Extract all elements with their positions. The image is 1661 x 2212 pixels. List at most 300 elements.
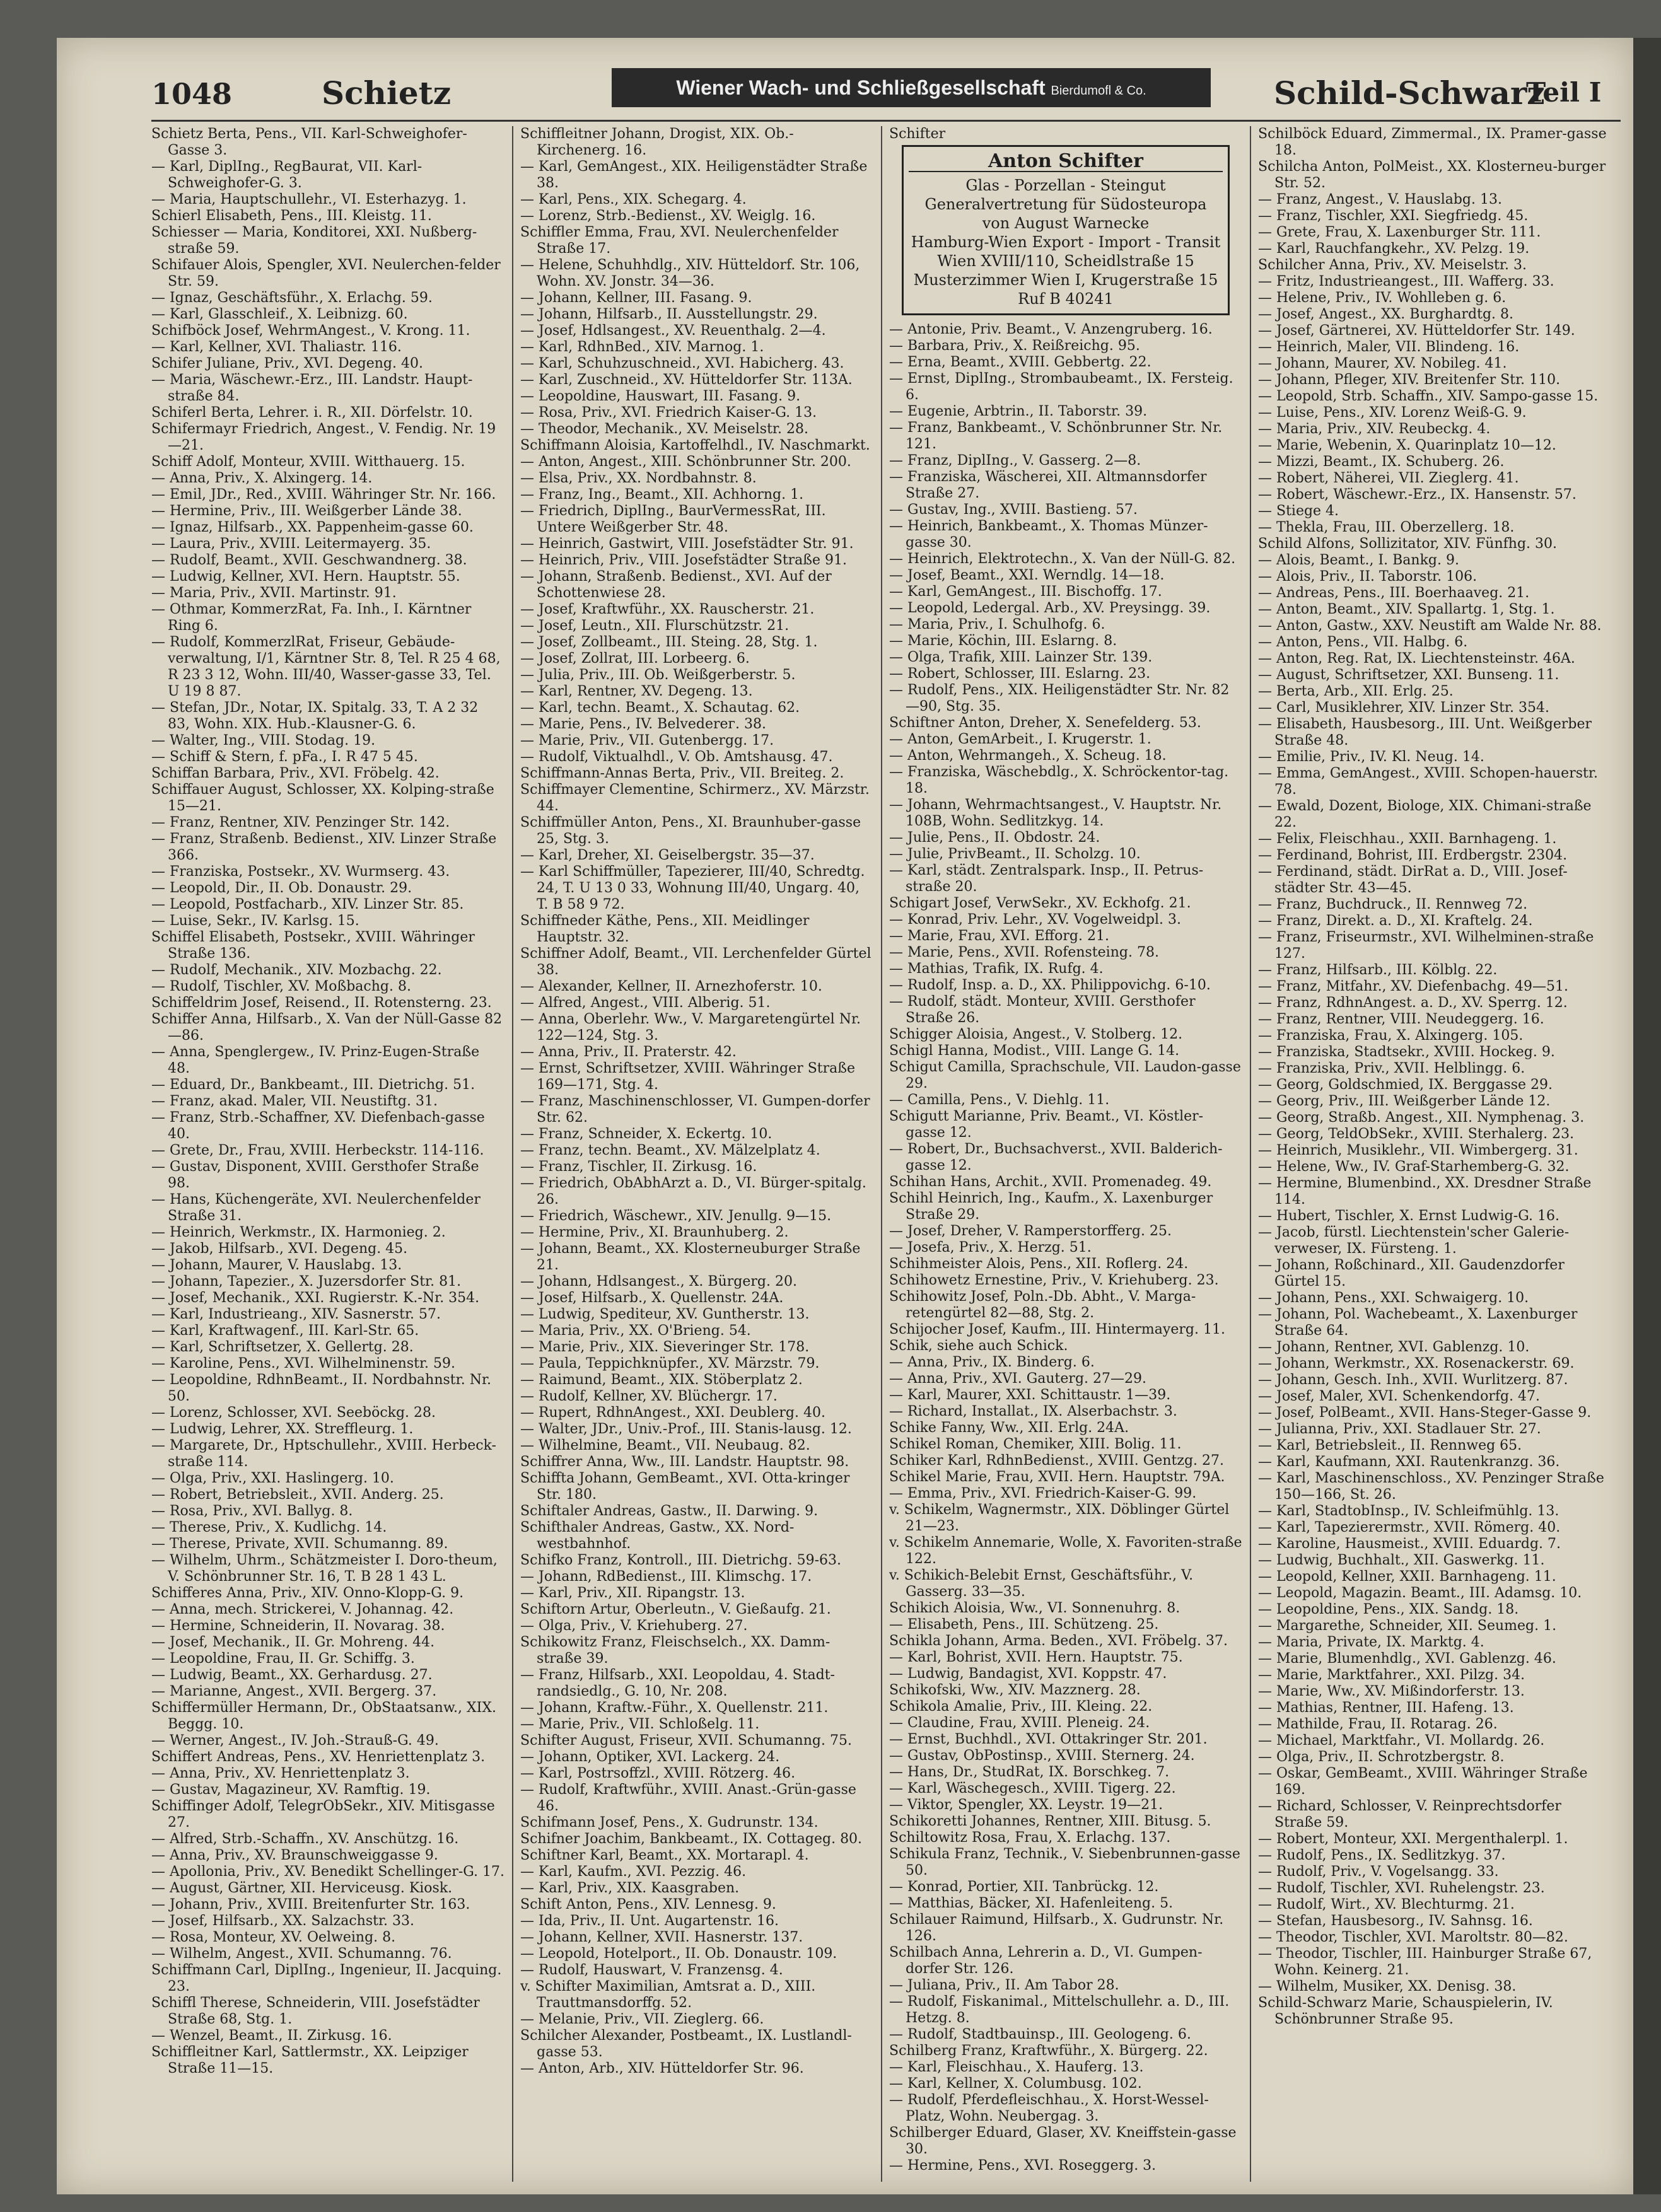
directory-entry: — Marie, Pens., XVII. Rofensteing. 78. (889, 945, 1159, 960)
directory-entry: — Wilhelm, Angest., XVII. Schumanng. 76. (151, 1946, 452, 1962)
directory-entry: Schiff Adolf, Monteur, XVIII. Witthauerg. 15. (151, 454, 465, 470)
directory-entry: — Ernst, Schriftsetzer, XVIII. Währinger Straße 169—171, Stg. 4. (520, 1061, 855, 1093)
directory-entry: — Karl, Schuhzuschneid., XVI. Habicherg. 43. (520, 356, 844, 371)
directory-entry: — Margarete, Dr., Hptschullehr., XVIII. Herbeck-straße 114. (151, 1438, 496, 1470)
directory-entry: — Karl, Schriftsetzer, X. Gellertg. 28. (151, 1339, 414, 1355)
box-title: Anton Schifter (909, 152, 1223, 172)
directory-entry: — Ludwig, Beamt., XX. Gerhardusg. 27. (151, 1667, 433, 1683)
directory-entry: — Laura, Priv., XVIII. Leitermayerg. 35. (151, 536, 431, 552)
directory-entry: — Karl, Maschinenschloss., XV. Penzinger Straße 150—166, St. 26. (1258, 1470, 1604, 1503)
directory-entry: — Heinrich, Musiklehr., VII. Wimbergerg. 31. (1258, 1143, 1578, 1158)
box-line: Ruf B 40241 (1018, 290, 1114, 308)
directory-entry: — Karl, Industrieang., XIV. Sasnerstr. 57. (151, 1307, 441, 1322)
directory-entry: — Theodor, Tischler, III. Hainburger Straße 67, Wohn. Keinerg. 21. (1258, 1946, 1592, 1978)
directory-entry: — Marie, Webenin, X. Quarinplatz 10—12. (1258, 438, 1556, 453)
directory-entry: — Heinrich, Maler, VII. Blindeng. 16. (1258, 339, 1520, 355)
directory-entry: — Johann, Werkmstr., XX. Rosenackerstr. 69. (1258, 1356, 1575, 1371)
directory-entry: Schihowitz Josef, Poln.-Db. Abht., V. Marga-retengürtel 82—88, Stg. 2. (889, 1289, 1196, 1321)
directory-entry: — Emilie, Priv., IV. Kl. Neug. 14. (1258, 749, 1484, 765)
directory-entry: Schiftaler Andreas, Gastw., II. Darwing. 9. (520, 1503, 819, 1519)
directory-entry: — Franziska, Postsekr., XV. Wurmserg. 43. (151, 864, 450, 880)
directory-entry: — Therese, Priv., X. Kudlichg. 14. (151, 1520, 387, 1535)
directory-entry: — Karl, Dreher, XI. Geiselbergstr. 35—37. (520, 847, 815, 863)
directory-entry: — Alfred, Strb.-Schaffn., XV. Anschützg. 16. (151, 1831, 459, 1847)
directory-entry: — Erna, Beamt., XVIII. Gebbertg. 22. (889, 354, 1151, 370)
directory-entry: — Leopold, Postfacharb., XIV. Linzer Str. 85. (151, 897, 464, 912)
directory-entry: — Josef, Zollbeamt., III. Steing. 28, Stg. 1. (520, 634, 818, 650)
directory-entry: v. Schikelm, Wagnermstr., XIX. Döblinger Gürtel 21—23. (889, 1502, 1230, 1534)
directory-entry: — Franz, Tischler, II. Zirkusg. 16. (520, 1159, 757, 1175)
directory-entry: — Heinrich, Gastwirt, VIII. Josefstädter Str. 91. (520, 536, 854, 552)
directory-entry: — Georg, TeldObSekr., XVIII. Sterhalerg. 23. (1258, 1126, 1575, 1142)
directory-entry: — Franz, RdhnAngest. a. D., XV. Sperrg. 12. (1258, 995, 1568, 1011)
directory-entry: — Gustav, ObPostinsp., XVIII. Sternerg. 24. (889, 1748, 1195, 1764)
directory-entry: — Rudolf, Stadtbauinsp., III. Geologeng. 6. (889, 2027, 1191, 2042)
directory-entry: — Karl, Rentner, XV. Degeng. 13. (520, 684, 753, 699)
directory-entry: — Leopold, Ledergal. Arb., XV. Preysingg. 39. (889, 600, 1211, 616)
directory-entry: — Anna, mech. Strickerei, V. Johannag. 42. (151, 1602, 454, 1617)
directory-entry: — Rudolf, Priv., V. Vogelsangg. 33. (1258, 1864, 1499, 1880)
directory-entry: — Gustav, Magazineur, XV. Ramftig. 19. (151, 1782, 431, 1798)
directory-entry: Schikel Roman, Chemiker, XIII. Bolig. 11. (889, 1436, 1182, 1452)
directory-entry: — Josef, Hilfsarb., XX. Salzachstr. 33. (151, 1913, 415, 1929)
directory-entry: — Johann, Kellner, III. Fasang. 9. (520, 290, 752, 306)
directory-entry: — Leopoldine, Hauswart, III. Fasang. 9. (520, 388, 801, 404)
directory-entry: — Stefan, Hausbesorg., IV. Sahnsg. 16. (1258, 1913, 1533, 1929)
directory-entry: — Franz, Ing., Beamt., XII. Achhorng. 1. (520, 487, 804, 503)
directory-entry: Schilcher Anna, Priv., XV. Meiselstr. 3. (1258, 257, 1527, 273)
directory-entry: — Richard, Installat., IX. Alserbachstr. 3. (889, 1404, 1177, 1419)
directory-entry: — Emil, JDr., Red., XVIII. Währinger Str. Nr. 166. (151, 487, 496, 503)
directory-entry: — Rosa, Priv., XVI. Ballyg. 8. (151, 1503, 353, 1519)
directory-entry: — Ludwig, Bandagist, XVI. Koppstr. 47. (889, 1666, 1167, 1682)
directory-entry: Schifer Juliane, Priv., XVI. Degeng. 40. (151, 356, 423, 371)
directory-entry: — Ludwig, Kellner, XVI. Hern. Hauptstr. 55. (151, 569, 460, 585)
directory-entry: — Elsa, Priv., XX. Nordbahnstr. 8. (520, 470, 757, 486)
directory-entry: — Johann, Pfleger, XIV. Breitenfer Str. 110. (1258, 372, 1561, 388)
ad-text: Wiener Wach- und Schließgesellschaft (676, 76, 1046, 99)
directory-entry: — Rudolf, Mechanik., XIV. Mozbachg. 22. (151, 962, 442, 978)
directory-entry: — Franz, DiplIng., V. Gasserg. 2—8. (889, 453, 1141, 469)
directory-entry: — Karl, Wäschegesch., XVIII. Tigerg. 22. (889, 1781, 1176, 1796)
directory-entry: — Maria, Priv., XVII. Martinstr. 91. (151, 585, 397, 601)
directory-entry: — Wilhelm, Uhrm., Schätzmeister I. Doro-theum, V. Schönbrunner Str. 16, T. B 28 1 43 L. (151, 1552, 498, 1585)
directory-entry: — Julie, PrivBeamt., II. Scholzg. 10. (889, 846, 1141, 862)
directory-entry: — Felix, Fleischhau., XXII. Barnhageng. 1. (1258, 831, 1557, 847)
directory-entry: — Maria, Hauptschullehr., VI. Esterhazyg. 1. (151, 192, 467, 207)
directory-entry: — Ida, Priv., II. Unt. Augartenstr. 16. (520, 1913, 779, 1929)
directory-entry: — Emma, GemAngest., XVIII. Schopen-hauerstr. 78. (1258, 765, 1598, 798)
directory-entry: — Mizzi, Beamt., IX. Schuberg. 26. (1258, 454, 1505, 470)
directory-entry: — Karl, Kellner, XVI. Thaliastr. 116. (151, 339, 402, 355)
directory-entry: Schiffert Andreas, Pens., XV. Henriettenplatz 3. (151, 1749, 486, 1765)
directory-entry: — Hermine, Pens., XVI. Roseggerg. 3. (889, 2158, 1157, 2174)
directory-entry: — Ludwig, Lehrer, XX. Streffleurg. 1. (151, 1421, 414, 1437)
directory-entry: — Johann, Optiker, XVI. Lackerg. 24. (520, 1749, 780, 1765)
directory-entry: — Karl, Rauchfangkehr., XV. Pelzg. 19. (1258, 241, 1530, 257)
directory-entry: — Johann, Gesch. Inh., XVII. Wurlitzerg. 87. (1258, 1372, 1568, 1388)
directory-entry: Schifmann Josef, Pens., X. Gudrunstr. 134. (520, 1815, 819, 1831)
directory-entry: — Rudolf, Fiskanimal., Mittelschullehr. a. D., III. Hetzg. 8. (889, 1994, 1230, 2026)
directory-entry: — Gustav, Disponent, XVIII. Gersthofer Straße 98. (151, 1159, 479, 1191)
directory-entry: — Matthias, Bäcker, XI. Hafenleiteng. 5. (889, 1895, 1174, 1911)
directory-entry: Schigl Hanna, Modist., VIII. Lange G. 14. (889, 1043, 1180, 1059)
directory-entry: — Margarethe, Schneider, XII. Seumeg. 1. (1258, 1618, 1557, 1634)
directory-entry: — Maria, Priv., XIV. Reubeckg. 4. (1258, 421, 1491, 437)
directory-entry: — August, Schriftsetzer, XXI. Bunseng. 11. (1258, 667, 1559, 683)
directory-entry: — Luise, Sekr., IV. Karlsg. 15. (151, 913, 359, 929)
directory-entry: Schijocher Josef, Kaufm., III. Hintermayerg. 11. (889, 1322, 1225, 1337)
directory-entry: Schiftner Anton, Dreher, X. Senefelderg. 53. (889, 715, 1201, 731)
directory-entry: — Julia, Priv., III. Ob. Weißgerberstr. 5. (520, 667, 796, 683)
directory-entry: — Olga, Trafik, XIII. Lainzer Str. 139. (889, 649, 1153, 665)
directory-entry: — Johann, Maurer, XV. Nobileg. 41. (1258, 356, 1507, 371)
page-edge (1633, 38, 1661, 2194)
directory-entry: — Josef, Kraftwführ., XX. Rauscherstr. 21. (520, 602, 815, 617)
directory-entry: — Anna, Priv., II. Praterstr. 42. (520, 1044, 737, 1060)
directory-entry: — Julie, Pens., II. Obdostr. 24. (889, 830, 1100, 846)
directory-entry: — Johann, Straßenb. Bedienst., XVI. Auf der Schottenwiese 28. (520, 569, 832, 601)
directory-entry: — Franz, Direkt. a. D., XI. Kraftelg. 24. (1258, 913, 1533, 929)
directory-entry: — Anna, Priv., IX. Binderg. 6. (889, 1354, 1095, 1370)
directory-entry: — Olga, Priv., II. Schrotzbergstr. 8. (1258, 1749, 1505, 1765)
directory-entry: — Robert, Näherei, VII. Zieglerg. 41. (1258, 470, 1519, 486)
directory-entry: v. Schikelm Annemarie, Wolle, X. Favoriten-straße 122. (889, 1535, 1242, 1567)
directory-entry: — Rudolf, Kraftwführ., XVIII. Anast.-Grün-gasse 46. (520, 1782, 856, 1814)
directory-entry: — Michael, Marktfahr., VI. Mollardg. 26. (1258, 1733, 1545, 1749)
directory-entry: — Franziska, Frau, X. Alxingerg. 105. (1258, 1028, 1524, 1044)
directory-entry: — Konrad, Portier, XII. Tanbrückg. 12. (889, 1879, 1159, 1895)
directory-entry: — Rudolf, Hauswart, V. Franzensg. 4. (520, 1962, 783, 1978)
directory-entry: Schihowetz Ernestine, Priv., V. Kriehuberg. 23. (889, 1272, 1219, 1288)
directory-entry: — Leopold, Magazin. Beamt., III. Adamsg. 10. (1258, 1585, 1582, 1601)
directory-entry: Schikowitz Franz, Fleischselch., XX. Damm-straße 39. (520, 1634, 830, 1667)
directory-entry: — Karl, Kaufmann, XXI. Rautenkranzg. 36. (1258, 1454, 1560, 1470)
directory-entry: Schiffer Anna, Hilfsarb., X. Van der Nüll-Gasse 82—86. (151, 1011, 503, 1044)
directory-entry: — Hans, Dr., StudRat, IX. Borschkeg. 7. (889, 1764, 1170, 1780)
directory-entry: — Anna, Priv., XV. Henriettenplatz 3. (151, 1766, 410, 1781)
directory-entry: — Wilhelmine, Beamt., VII. Neubaug. 82. (520, 1438, 810, 1453)
directory-entry: — Johann, Wehrmachtsangest., V. Hauptstr. Nr. 108B, Wohn. Sedlitzkyg. 14. (889, 797, 1222, 829)
directory-entry: Schihmeister Alois, Pens., XII. Roflerg. 24. (889, 1256, 1189, 1272)
directory-entry: — Hubert, Tischler, X. Ernst Ludwig-G. 16. (1258, 1208, 1559, 1224)
directory-entry: Schikula Franz, Technik., V. Siebenbrunnen-gasse 50. (889, 1846, 1240, 1878)
directory-entry: — Anna, Priv., XVI. Gauterg. 27—29. (889, 1371, 1146, 1387)
directory-entry: Schiffneder Käthe, Pens., XII. Meidlinger Hauptstr. 32. (520, 913, 810, 945)
directory-entry: — Marie, Köchin, III. Eslarng. 8. (889, 633, 1117, 649)
directory-entry: — Anton, Arb., XIV. Hütteldorfer Str. 96. (520, 2061, 804, 2076)
directory-entry: — Johann, Beamt., XX. Klosterneuburger Straße 21. (520, 1241, 861, 1273)
directory-entry: Schifermayr Friedrich, Angest., V. Fendig. Nr. 19—21. (151, 421, 496, 453)
directory-entry: — Anton, Angest., XIII. Schönbrunner Str. 200. (520, 454, 851, 470)
directory-entry: — Marie, Marktfahrer., XXI. Pilzg. 34. (1258, 1667, 1525, 1683)
directory-entry: — Grete, Dr., Frau, XVIII. Herbeckstr. 114-116. (151, 1143, 484, 1158)
directory-entry: — Karl, GemAngest., III. Bischoffg. 17. (889, 584, 1162, 600)
directory-entry: — Franz, Maschinenschlosser, VI. Gumpen-dorfer Str. 62. (520, 1093, 870, 1126)
directory-entry: Schifthaler Andreas, Gastw., XX. Nord-westbahnhof. (520, 1520, 795, 1552)
directory-entry: — Franz, Angest., V. Hauslabg. 13. (1258, 192, 1502, 207)
directory-entry: Schilcha Anton, PolMeist., XX. Klosterneu-burger Str. 52. (1258, 159, 1606, 191)
directory-entry: — Marianne, Angest., XVII. Bergerg. 37. (151, 1684, 437, 1699)
directory-entry: — Viktor, Spengler, XX. Leystr. 19—21. (889, 1797, 1163, 1813)
directory-entry: Schiffeldrim Josef, Reisend., II. Rotensterng. 23. (151, 995, 492, 1011)
directory-entry: — Hermine, Schneiderin, II. Novarag. 38. (151, 1618, 445, 1634)
directory-entry: — Karl, Kaufm., XVI. Pezzig. 46. (520, 1864, 747, 1880)
directory-entry: — Konrad, Priv. Lehr., XV. Vogelweidpl. 3. (889, 912, 1181, 928)
directory-entry: Schilcher Alexander, Postbeamt., IX. Lustlandl-gasse 53. (520, 2028, 852, 2060)
directory-entry: Schiffler Emma, Frau, XVI. Neulerchenfelder Straße 17. (520, 224, 839, 257)
directory-entry: — Emma, Priv., XVI. Friedrich-Kaiser-G. 99. (889, 1486, 1197, 1501)
directory-entry: — Karl, RdhnBed., XIV. Marnog. 1. (520, 339, 764, 355)
directory-entry: — Karl, Bohrist, XVII. Hern. Hauptstr. 75. (889, 1650, 1183, 1665)
directory-entry: — Rudolf, Pens., IX. Sedlitzkyg. 37. (1258, 1848, 1506, 1863)
directory-entry: Schifter (889, 126, 946, 142)
directory-entry: — Franziska, Stadtsekr., XVIII. Hockeg. 9. (1258, 1044, 1555, 1060)
directory-entry: — Josefa, Priv., X. Herzg. 51. (889, 1240, 1092, 1255)
directory-entry: v. Schikich-Belebit Ernst, Geschäftsführ., V. Gasserg. 33—35. (889, 1568, 1194, 1600)
directory-entry: — Franz, Bankbeamt., V. Schönbrunner Str. Nr. 121. (889, 420, 1223, 452)
directory-entry: — Karl, Priv., XII. Ripangstr. 13. (520, 1585, 745, 1601)
directory-entry: Schiferl Berta, Lehrer. i. R., XII. Dörfelstr. 10. (151, 405, 473, 421)
directory-entry: — Friedrich, DiplIng., BaurVermessRat, III. Untere Weißgerber Str. 48. (520, 503, 826, 535)
directory-entry: — Barbara, Priv., X. Reißreichg. 95. (889, 338, 1140, 354)
page-header (57, 38, 1633, 132)
directory-entry: — Maria, Priv., I. Schulhofg. 6. (889, 617, 1105, 632)
box-line: Wien XVIII/110, Scheidlstraße 15 (937, 252, 1194, 270)
directory-entry: Schiffmann Carl, DiplIng., Ingenieur, II. Jacquing. 23. (151, 1962, 502, 1994)
directory-entry: v. Schifter Maximilian, Amtsrat a. D., XIII. Trauttmansdorffg. 52. (520, 1979, 816, 2011)
directory-entry: — Olga, Priv., XXI. Haslingerg. 10. (151, 1470, 394, 1486)
box-line: Musterzimmer Wien I, Krugerstraße 15 (913, 271, 1218, 289)
directory-entry: — Leopoldine, RdhnBeamt., II. Nordbahnstr. Nr. 50. (151, 1372, 492, 1404)
directory-entry: — Franziska, Priv., XVII. Helblingg. 6. (1258, 1061, 1525, 1076)
directory-entry: — Hermine, Blumenbind., XX. Dresdner Straße 114. (1258, 1175, 1592, 1208)
directory-entry: — Johann, Roßchinard., XII. Gaudenzdorfer Gürtel 15. (1258, 1257, 1565, 1289)
directory-entry: — Rudolf, Viktualhdl., V. Ob. Amtshausg. 47. (520, 749, 833, 765)
directory-entry: — Leopoldine, Pens., XIX. Sandg. 18. (1258, 1602, 1519, 1617)
directory-entry: — Karl, DiplIng., RegBaurat, VII. Karl-Schweighofer-G. 3. (151, 159, 423, 191)
directory-entry: Schift Anton, Pens., XIV. Lennesg. 9. (520, 1897, 776, 1912)
directory-entry: — Anton, Beamt., XIV. Spallartg. 1, Stg. 1. (1258, 602, 1555, 617)
directory-entry: — Walter, JDr., Univ.-Prof., III. Stanis-lausg. 12. (520, 1421, 852, 1437)
directory-entry: Schifter August, Friseur, XVII. Schumanng. 75. (520, 1733, 852, 1749)
directory-entry: — Grete, Frau, X. Laxenburger Str. 111. (1258, 224, 1541, 240)
directory-entry: — Robert, Schlosser, III. Eslarng. 23. (889, 666, 1151, 682)
directory-entry: — Maria, Private, IX. Marktg. 4. (1258, 1634, 1484, 1650)
directory-entry: Schietz Berta, Pens., VII. Karl-Schweighofer-Gasse 3. (151, 126, 467, 158)
directory-entry: — Marie, Priv., XIX. Sieveringer Str. 178. (520, 1339, 810, 1355)
directory-entry: Schiffmann Aloisia, Kartoffelhdl., IV. Naschmarkt. (520, 438, 870, 453)
directory-entry: Schiffleitner Karl, Sattlermstr., XX. Leipziger Straße 11—15. (151, 2044, 469, 2076)
directory-entry: — Johann, Kellner, XVII. Hasnerstr. 137. (520, 1930, 803, 1945)
directory-entry: Schikla Johann, Arma. Beden., XVI. Fröbelg. 37. (889, 1633, 1228, 1649)
directory-entry: — Robert, Dr., Buchsachverst., XVII. Balderich-gasse 12. (889, 1141, 1223, 1173)
directory-entry: — Werner, Angest., IV. Joh.-Strauß-G. 49. (151, 1733, 439, 1749)
directory-entry: Schigutt Marianne, Priv. Beamt., VI. Köstler-gasse 12. (889, 1109, 1204, 1141)
directory-entry: Schilberger Eduard, Glaser, XV. Kneiffstein-gasse 30. (889, 2125, 1237, 2157)
directory-entry: — Karl, Kellner, X. Columbusg. 102. (889, 2076, 1142, 2092)
directory-entry: Schiltowitz Rosa, Frau, X. Erlachg. 137. (889, 1830, 1171, 1846)
directory-entry: — Johann, RdBedienst., III. Klimschg. 17. (520, 1569, 812, 1585)
directory-entry: — Rudolf, KommerzlRat, Friseur, Gebäude-verwaltung, I/1, Kärntner Str. 8, Tel. R 25 4 68, R 23 3 12, Wohn. III/40, Wasser-gasse 33, Tel. U 19 8 87. (151, 634, 501, 699)
directory-column-3 (889, 126, 1242, 2182)
directory-entry: — Karl, Zuschneid., XV. Hütteldorfer Str. 113A. (520, 372, 853, 388)
directory-entry: Schiftorn Artur, Oberleutn., V. Gießaufg. 21. (520, 1602, 831, 1617)
directory-entry: — Anton, Reg. Rat, IX. Liechtensteinstr. 46A. (1258, 651, 1575, 667)
directory-entry: — Johann, Maurer, V. Hauslabg. 13. (151, 1257, 402, 1273)
directory-entry: — Johann, Pens., XXI. Schwaigerg. 10. (1258, 1290, 1529, 1306)
directory-entry: — Alois, Beamt., I. Bankg. 9. (1258, 552, 1459, 568)
directory-entry: — Anna, Priv., X. Alxingerg. 14. (151, 470, 373, 486)
directory-entry: — Franz, akad. Maler, VII. Neustiftg. 31. (151, 1093, 438, 1109)
directory-entry: — Lorenz, Schlosser, XVI. Seeböckg. 28. (151, 1405, 436, 1421)
directory-entry: — Rudolf, Wirt., XV. Blechturmg. 21. (1258, 1897, 1515, 1912)
directory-entry: — Franz, Strb.-Schaffner, XV. Diefenbach-gasse 40. (151, 1110, 485, 1142)
directory-entry: Schik, siehe auch Schick. (889, 1338, 1068, 1354)
directory-entry: — Franziska, Wäscherei, XII. Altmannsdorfer Straße 27. (889, 469, 1207, 501)
directory-entry: — Josef, Zollrat, III. Lorbeerg. 6. (520, 651, 750, 667)
directory-entry: — Robert, Monteur, XXI. Mergenthalerpl. 1. (1258, 1831, 1568, 1847)
column-divider (1250, 126, 1251, 2182)
directory-entry: — Schiff & Stern, f. pFa., I. R 47 5 45. (151, 749, 418, 765)
directory-entry: — Elisabeth, Pens., III. Schützeng. 25. (889, 1617, 1159, 1633)
page-number: 1048 (151, 77, 233, 111)
directory-entry: — Friedrich, ObAbhArzt a. D., VI. Bürger-spitalg. 26. (520, 1175, 866, 1208)
directory-entry: Schiffauer August, Schlosser, XX. Kolping-straße 15—21. (151, 782, 494, 814)
directory-entry: — Franz, Schneider, X. Eckertg. 10. (520, 1126, 772, 1142)
directory-entry: Schiftner Karl, Beamt., XX. Mortarapl. 4. (520, 1848, 809, 1863)
directory-entry: — Marie, Ww., XV. Mißindorferstr. 13. (1258, 1684, 1525, 1699)
directory-entry: — Robert, Wäschewr.-Erz., IX. Hansenstr. 57. (1258, 487, 1576, 503)
directory-entry: Schiffinger Adolf, TelegrObSekr., XIV. Mitisgasse 27. (151, 1798, 495, 1831)
directory-entry: — Anton, GemArbeit., I. Krugerstr. 1. (889, 731, 1151, 747)
directory-entry: — Julianna, Priv., XXI. Stadlauer Str. 27. (1258, 1421, 1541, 1437)
directory-entry: — Alfred, Angest., VIII. Alberig. 51. (520, 995, 771, 1011)
directory-entry: — Franz, Rentner, XIV. Penzinger Str. 142. (151, 815, 450, 830)
directory-entry: — Carl, Musiklehrer, XIV. Linzer Str. 354. (1258, 700, 1549, 716)
directory-entry: — Anna, Spenglergew., IV. Prinz-Eugen-Straße 48. (151, 1044, 480, 1076)
directory-entry: Schilböck Eduard, Zimmermal., IX. Pramer-gasse 18. (1258, 126, 1607, 158)
directory-entry: — Karoline, Hausmeist., XVIII. Eduardg. 7. (1258, 1536, 1561, 1552)
directory-entry: — Wenzel, Beamt., II. Zirkusg. 16. (151, 2028, 392, 2044)
directory-entry: — Rudolf, Tischler, XVI. Ruhelengstr. 23. (1258, 1880, 1545, 1896)
directory-entry: — Josef, Hdlsangest., XV. Reuenthalg. 2—4. (520, 323, 826, 339)
directory-entry: Schifner Joachim, Bankbeamt., IX. Cottageg. 80. (520, 1831, 863, 1847)
directory-entry: — Eugenie, Arbtrin., II. Taborstr. 39. (889, 404, 1148, 419)
directory-entry: — Stiege 4. (1258, 503, 1339, 519)
directory-entry: — Rudolf, städt. Monteur, XVIII. Gersthofer Straße 26. (889, 994, 1196, 1026)
directory-entry: — Josef, Maler, XVI. Schenkendorfg. 47. (1258, 1388, 1541, 1404)
directory-entry: — Ludwig, Buchhalt., XII. Gaswerkg. 11. (1258, 1552, 1545, 1568)
directory-entry: — Karoline, Pens., XVI. Wilhelminenstr. 59. (151, 1356, 456, 1371)
directory-entry: — Karl, StadtobInsp., IV. Schleifmühlg. 13. (1258, 1503, 1559, 1519)
directory-entry: — Elisabeth, Hausbesorg., III. Unt. Weißgerber Straße 48. (1258, 716, 1592, 748)
directory-column-1 (151, 126, 504, 2182)
directory-column-2 (520, 126, 873, 2182)
directory-entry: — Johann, Kraftw.-Führ., X. Quellenstr. 211. (520, 1700, 829, 1716)
directory-entry: — Hermine, Priv., III. Weißgerber Lände 38. (151, 503, 462, 519)
directory-entry: — Johann, Rentner, XVI. Gablenzg. 10. (1258, 1339, 1530, 1355)
directory-entry: — Franz, Tischler, XXI. Siegfriedg. 45. (1258, 208, 1529, 224)
directory-entry: — Anton, Gastw., XXV. Neustift am Walde Nr. 88. (1258, 618, 1602, 634)
directory-entry: — Camilla, Pens., V. Diehlg. 11. (889, 1092, 1110, 1108)
directory-entry: Schiffner Adolf, Beamt., VII. Lerchenfelder Gürtel 38. (520, 946, 871, 978)
directory-entry: Schiffrer Anna, Ww., III. Landstr. Hauptstr. 98. (520, 1454, 849, 1470)
directory-entry: — Gustav, Ing., XVIII. Bastieng. 57. (889, 502, 1138, 518)
directory-entry: — Josef, Hilfsarb., X. Quellenstr. 24A. (520, 1290, 784, 1306)
directory-entry: — Karl, städt. Zentralspark. Insp., II. Petrus-straße 20. (889, 863, 1204, 895)
directory-entry: — Heinrich, Werkmstr., IX. Harmonieg. 2. (151, 1225, 446, 1240)
directory-entry: — Karl, Priv., XIX. Kaasgraben. (520, 1880, 740, 1896)
header-right-keyword: Schild-Schwarz (1274, 74, 1545, 112)
directory-entry: — Georg, Straßb. Angest., XII. Nymphenag. 3. (1258, 1110, 1585, 1126)
directory-entry: — Helene, Priv., IV. Wohlleben g. 6. (1258, 290, 1507, 306)
directory-entry: — Mathias, Rentner, III. Hafeng. 13. (1258, 1700, 1514, 1716)
directory-entry: — Karl, Glasschleif., X. Leibnizg. 60. (151, 306, 408, 322)
directory-entry: — Rosa, Monteur, XV. Oelweing. 8. (151, 1930, 396, 1945)
directory-entry: — Marie, Priv., VII. Gutenbergg. 17. (520, 733, 774, 748)
directory-entry: — Melanie, Priv., VII. Zieglerg. 66. (520, 2011, 764, 2027)
directory-entry: — Oskar, GemBeamt., XVIII. Währinger Straße 169. (1258, 1766, 1588, 1798)
directory-entry: — Ignaz, Geschäftsführ., X. Erlachg. 59. (151, 290, 433, 306)
directory-entry: — August, Gärtner, XII. Herviceusg. Kiosk. (151, 1880, 453, 1896)
directory-entry: — Rudolf, Tischler, XV. Moßbachg. 8. (151, 979, 411, 994)
directory-entry: — Claudine, Frau, XVIII. Pleneig. 24. (889, 1715, 1150, 1731)
directory-entry: — Berta, Arb., XII. Erlg. 25. (1258, 684, 1454, 699)
directory-entry: — Josef, Leutn., XII. Flurschützstr. 21. (520, 618, 790, 634)
directory-entry: — Franz, Straßenb. Bedienst., XIV. Linzer Straße 366. (151, 831, 497, 863)
directory-entry: — Karl, GemAngest., XIX. Heiligenstädter Straße 38. (520, 159, 868, 191)
directory-entry: — Juliana, Priv., II. Am Tabor 28. (889, 1977, 1119, 1993)
directory-entry: — Franz, Buchdruck., II. Rennweg 72. (1258, 897, 1528, 912)
directory-entry: — Rudolf, Pens., XIX. Heiligenstädter Str. Nr. 82—90, Stg. 35. (889, 682, 1230, 714)
directory-entry: Schiffmann-Annas Berta, Priv., VII. Breiteg. 2. (520, 765, 844, 781)
directory-entry: Schihan Hans, Archit., XVII. Promenadeg. 49. (889, 1174, 1212, 1190)
directory-entry: — Ferdinand, städt. DirRat a. D., VIII. Josef-städter Str. 43—45. (1258, 864, 1568, 896)
directory-entry: — Theodor, Mechanik., XV. Meiselstr. 28. (520, 421, 809, 437)
directory-entry: Schifko Franz, Kontroll., III. Dietrichg. 59-63. (520, 1552, 841, 1568)
directory-entry: — Karl, Betriebsleit., II. Rennweg 65. (1258, 1438, 1522, 1453)
directory-entry: — Leopold, Strb. Schaffn., XIV. Sampo-gasse 15. (1258, 388, 1599, 404)
box-line: Hamburg-Wien Export - Import - Transit (911, 233, 1221, 251)
directory-entry: — Ignaz, Hilfsarb., XX. Pappenheim-gasse 60. (151, 520, 474, 535)
column-divider (881, 126, 882, 2182)
directory-entry: — Franz, Hilfsarb., XXI. Leopoldau, 4. Stadt-randsiedlg., G. 10, Nr. 208. (520, 1667, 835, 1699)
directory-entry: — Ludwig, Spediteur, XV. Guntherstr. 13. (520, 1307, 810, 1322)
directory-entry: Schikola Amalie, Priv., III. Kleing. 22. (889, 1699, 1153, 1714)
directory-entry: — Walter, Ing., VIII. Stodag. 19. (151, 733, 376, 748)
box-line: Generalvertretung für Südosteuropa (924, 195, 1207, 213)
directory-entry: — Helene, Schuhhdlg., XIV. Hütteldorf. Str. 106, Wohn. XV. Jonstr. 34—36. (520, 257, 860, 289)
directory-entry: — Heinrich, Bankbeamt., X. Thomas Münzer-gasse 30. (889, 518, 1208, 550)
directory-entry: — Johann, Hilfsarb., II. Ausstellungstr. 29. (520, 306, 818, 322)
directory-entry: — Franz, Mitfahr., XV. Diefenbachg. 49—51. (1258, 979, 1569, 994)
directory-entry: Schifböck Josef, WehrmAngest., V. Krong. 11. (151, 323, 470, 339)
directory-entry: Schiesser — Maria, Konditorei, XXI. Nußberg-straße 59. (151, 224, 477, 257)
directory-entry: — Wilhelm, Musiker, XX. Denisg. 38. (1258, 1979, 1517, 1994)
directory-entry: — Marie, Blumenhdlg., XVI. Gablenzg. 46. (1258, 1651, 1556, 1667)
directory-entry: — Franz, techn. Beamt., XV. Mälzelplatz 4. (520, 1143, 820, 1158)
directory-entry: — Georg, Priv., III. Weißgerber Lände 12. (1258, 1093, 1551, 1109)
directory-entry: Schilbach Anna, Lehrerin a. D., VI. Gumpen-dorfer Str. 126. (889, 1945, 1203, 1977)
directory-entry: — Karl, techn. Beamt., X. Schautag. 62. (520, 700, 800, 716)
directory-entry: — Ernst, Buchhdl., XVI. Ottakringer Str. 201. (889, 1732, 1208, 1747)
directory-entry: — Hans, Küchengeräte, XVI. Neulerchenfelder Straße 31. (151, 1192, 481, 1224)
directory-entry: — Maria, Priv., XX. O'Brieng. 54. (520, 1323, 751, 1339)
directory-entry: — Leopold, Kellner, XXII. Barnhageng. 11. (1258, 1569, 1556, 1585)
directory-entry: — Maria, Wäschewr.-Erz., III. Landstr. Haupt-straße 84. (151, 372, 473, 404)
directory-entry: — Josef, Dreher, V. Ramperstorfferg. 25. (889, 1223, 1172, 1239)
